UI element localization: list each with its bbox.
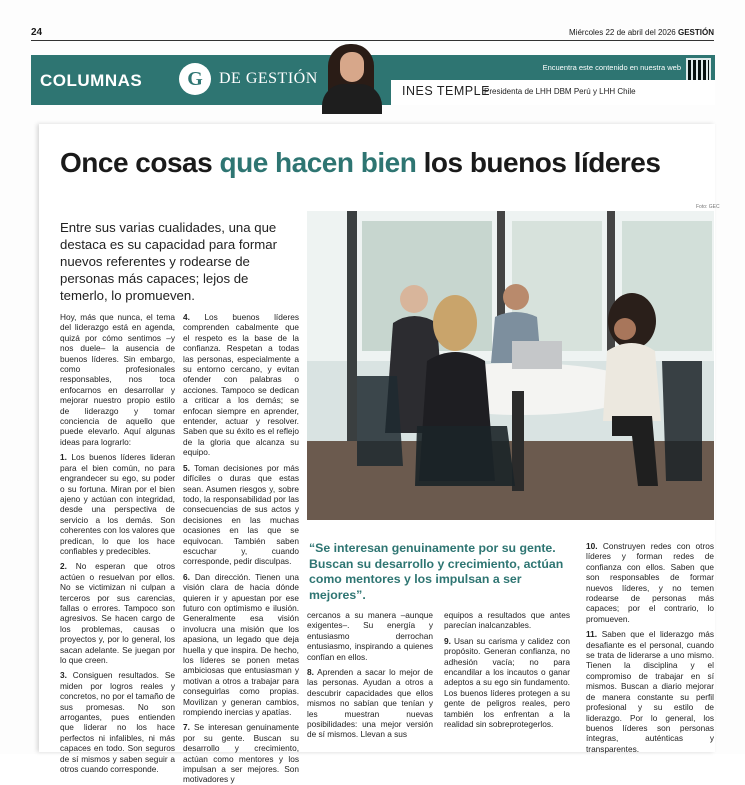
headline (60, 147, 660, 179)
point-number: 3. (60, 670, 67, 681)
point-number: 9. (444, 635, 451, 646)
point-text: No esperan que otros actúen o resuelvan por ellos. No se victimizan ni culpan a terceros por sus carencias, fallas o errores. Tampoco son agresivos. Se hacen cargo de los problemas, causas o proyectos y, por lo general, los sacan adelante. Se juegan por lo que creen. (60, 561, 175, 665)
section-title: COLUMNAS (40, 71, 143, 90)
point-text: Toman decisiones por más difíciles o duras que estas sean. Asumen riesgos y, sobre todo, la responsabilidad por las consecuencias de sus actos y decisiones en las muchas ocasiones en las que se equivocan. También saben escuchar y, cuando corresponde, pedir disculpas. (183, 462, 299, 567)
article-column-4 (444, 610, 570, 750)
page-number: 24 (31, 27, 43, 38)
meeting-photo-illustration (307, 211, 714, 520)
headline-end: los buenos líderes (416, 147, 661, 178)
point-8 (307, 667, 433, 740)
article-column-1 (60, 312, 175, 775)
dateline-date: Miércoles 22 de abril del 2026 (569, 28, 676, 37)
article-column-3 (307, 610, 433, 750)
section-suffix: DE GESTIÓN (219, 70, 318, 87)
point-text: Los buenos líderes comprenden cabalmente que el respeto es la base de la confianza. Respetan a todas las personas, especialmente a su entorno cercano, y evitan ofender con palabras o acciones. Tampoco se dedican a criticar a los demás; se enfocan siempre en aprender, entender, actuar y resolver. Saben que su éxito es el reflejo de la gloria que alcanza su equipo. (183, 312, 299, 458)
point-6 (183, 572, 299, 718)
dateline-brand: GESTIÓN (677, 28, 714, 37)
point-3 (60, 670, 175, 774)
paragraph-continued: equipos a resultados que antes parecían inalcanzables. (444, 610, 570, 631)
point-9 (444, 636, 570, 730)
article-column-2 (183, 312, 299, 785)
point-2 (60, 561, 175, 665)
find-online-text: Encuentra este contenido en nuestra web (542, 63, 681, 72)
point-number: 1. (60, 452, 67, 463)
point-text: Dan dirección. Tienen una visión clara de hacia dónde quieren ir y apuestan por ese futuro con optimismo e ilusión. Generalmente esa visión involucra una misión que los apasiona, un legado que deja huella y que inspira. De hecho, los líderes se ponen metas ambiciosas que entusiasman y motivan a otros a trabajar para conseguirlas como propias. Movilizan y generan cambios, rompiendo inercias y apatías. (183, 571, 299, 718)
point-7 (183, 722, 299, 784)
photo-credit: Foto: GEC (696, 204, 720, 210)
point-number: 2. (60, 561, 67, 572)
article-column-5 (586, 541, 714, 754)
point-text: Saben que el liderazgo más desafiante es el personal, cuando se trata de liderarse a uno mismo. Tienen la disciplina y el compromiso de trabajar en sí mismos. Buscan a diario mejorar de manera constante su perfil profesional y su estilo de liderazgo. Por lo general, los buenos líderes son personas íntegras, auténticas y transparentes. (586, 629, 714, 754)
point-number: 11. (586, 629, 598, 640)
meeting-photo (307, 211, 714, 520)
author-name: INES TEMPLE (402, 84, 490, 98)
point-text: Se interesan genuinamente por su gente. Buscan su desarrollo y crecimiento, actúan como mentores y los impulsan a ser mejores. Son motivadores y (183, 722, 299, 785)
point-11 (586, 629, 714, 754)
point-number: 7. (183, 722, 190, 733)
headline-highlight: que hacen bien (219, 147, 417, 178)
point-text: Aprenden a sacar lo mejor de las personas. Ayudan a otros a descubrir capacidades que ellos mismos no sabían que tenían y les muestran nuevas posibilidades: una mejor versión de sí mismos. Llevan a sus (307, 667, 433, 740)
point-number: 5. (183, 462, 190, 473)
point-10 (586, 541, 714, 624)
point-number: 6. (183, 571, 190, 582)
dateline (569, 28, 714, 37)
point-text: Construyen redes con otros líderes y forman redes de confianza con ellos. Saben que son responsables de formar nuevos líderes, y no temen rodearse de personas más capaces; por el contrario, lo promueven. (586, 541, 714, 624)
point-text: Usan su carisma y calidez con propósito. Generan confianza, no adhesión vacía; no para encandilar a los incautos o ganar adeptos a su ego sin fundamento. Los buenos líderes protegen a su gente de peligros reales, pero también los enfrentan a la realidad sin sobreprotegerlos. (444, 635, 570, 730)
point-5 (183, 463, 299, 567)
point-1 (60, 452, 175, 556)
headline-start: Once cosas (60, 147, 220, 178)
point-text: Los buenos líderes lideran para el bien común, no para engrandecer su ego, su poder o su fortuna. Miran por el bien ajeno y actúan con integridad, desde una perspectiva de servicio a los demás. Son coherentes con los valores que predican, lo que los hace confiables y predecibles. (60, 452, 175, 556)
pull-quote: “Se interesan genuinamente por su gente. Buscan su desarrollo y crecimiento, actúan como mentores y los impulsan a ser mejores”. (309, 541, 564, 602)
lead-paragraph: Entre sus varias cualidades, una que destaca es su capacidad para formar nuevos referentes y rodearse de personas más capaces; lejos de temerlo, lo promueven. (60, 220, 277, 303)
author-role: Presidenta de LHH DBM Perú y LHH Chile (484, 87, 636, 96)
paragraph-continued: cercanos a su manera –aunque exigentes–. Su energía y entusiasmo derrochan entusiasmo, inspirando a quienes confían en ellos. (307, 610, 433, 662)
gestion-logo: G (179, 63, 211, 95)
point-number: 4. (183, 312, 190, 322)
point-number: 10. (586, 541, 598, 551)
point-text: Consiguen resultados. Se miden por logros reales y concretos, no por el tamaño de sus promesas. No son arrogantes, pues entienden que liderar no los hace perfectos ni infalibles, ni más capaces en todo. Son seguros de sí mismos y saben seguir a otros cuando corresponde. (60, 670, 175, 775)
point-4 (183, 312, 299, 458)
point-number: 8. (307, 667, 314, 678)
author-portrait (318, 44, 386, 106)
top-rule (31, 40, 714, 41)
paragraph-intro: Hoy, más que nunca, el tema del liderazgo está en agenda, quizá por cómo sentimos –y nos duele– la ausencia de buenos líderes. Sin embargo, como profesionales responsables, nos toca enfocarnos en desarrollar y mejorar nuestro propio estilo de liderazgo y tomar conciencia de aquello que puede elevarlo. Aquí algunas ideas para lograrlo: (60, 312, 175, 447)
